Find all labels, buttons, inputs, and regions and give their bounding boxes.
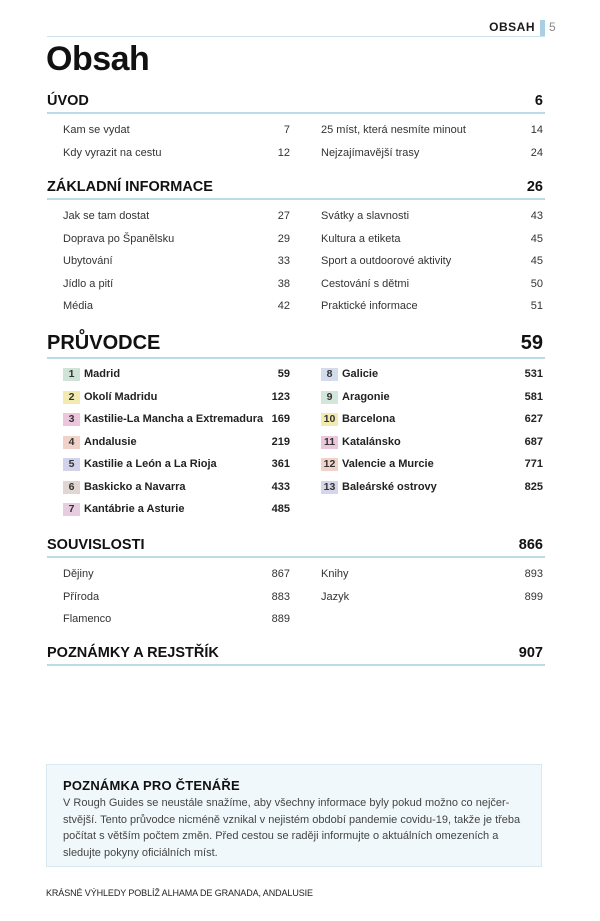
toc-entry[interactable] [321, 204, 543, 227]
toc-entry[interactable] [321, 118, 543, 141]
toc-entry[interactable] [321, 141, 543, 164]
reader-note-box [46, 764, 542, 867]
entry-page: 12 [277, 146, 290, 159]
entry-page: 45 [530, 255, 543, 267]
chapter-number-badge: 10 [321, 413, 338, 426]
toc-entry[interactable] [321, 585, 543, 608]
entry-page: 33 [277, 255, 290, 267]
toc-entry[interactable] [63, 585, 290, 608]
entry-page: 29 [277, 232, 290, 245]
entry-page: 531 [524, 368, 543, 380]
section-header[interactable] [47, 88, 545, 114]
toc-entry[interactable] [63, 204, 290, 227]
entry-title: Flamenco [63, 613, 112, 625]
entry-title: Baskicko a Navarra [84, 480, 186, 493]
section-page: 6 [534, 93, 543, 109]
guide-chapter-entry[interactable] [321, 363, 543, 386]
entry-page: 24 [530, 146, 543, 159]
entry-page: 219 [271, 435, 290, 448]
entry-page: 50 [530, 277, 543, 290]
toc-column-left [63, 204, 290, 317]
section-page: 907 [518, 645, 543, 661]
chapter-number-badge: 1 [63, 368, 80, 381]
chapter-number-badge: 13 [321, 481, 338, 494]
entry-title: Aragonie [342, 390, 390, 403]
entry-page: 889 [271, 613, 290, 625]
toc-entry[interactable] [321, 272, 543, 295]
entry-title: Ubytování [63, 255, 113, 267]
entry-page: 51 [530, 300, 543, 312]
entry-title: Dějiny [63, 568, 94, 580]
entry-title: Praktické informace [321, 300, 418, 312]
entry-title: Jídlo a pití [63, 277, 114, 290]
toc-entry[interactable] [63, 607, 290, 630]
entry-title: Doprava po Španělsku [63, 232, 175, 245]
section-poznamky-a-rejstrik [47, 640, 545, 666]
guide-chapter-entry[interactable] [321, 431, 543, 454]
entry-page: 771 [524, 458, 543, 470]
entry-page: 45 [530, 232, 543, 245]
entry-page: 433 [271, 480, 290, 493]
entry-page: 893 [524, 568, 543, 580]
entry-page: 581 [524, 390, 543, 403]
section-title: ZÁKLADNÍ INFORMACE [47, 179, 213, 195]
toc-columns [47, 562, 545, 634]
guide-chapter-entry[interactable] [63, 386, 290, 409]
section-header[interactable] [47, 174, 545, 200]
section-zakladni-informace [47, 174, 545, 321]
toc-entry[interactable] [63, 272, 290, 295]
toc-column-right [321, 363, 543, 498]
entry-title: Cestování s dětmi [321, 277, 410, 290]
toc-entry[interactable] [63, 118, 290, 141]
section-page: 26 [526, 179, 543, 195]
toc-entry[interactable] [321, 294, 543, 317]
toc-entry[interactable] [321, 227, 543, 250]
chapter-number-badge: 5 [63, 458, 80, 471]
section-title: SOUVISLOSTI [47, 537, 145, 553]
entry-title: Jak se tam dostat [63, 210, 150, 222]
entry-page: 825 [524, 480, 543, 493]
entry-title: Příroda [63, 590, 100, 603]
accent-bar [540, 20, 545, 36]
chapter-number-badge: 3 [63, 413, 80, 426]
entry-title: Sport a outdoorové aktivity [321, 255, 452, 267]
entry-title: 25 míst, která nesmíte minout [321, 124, 466, 136]
entry-page: 485 [271, 503, 290, 515]
note-body: V Rough Guides se neustále snažíme, aby všechny informace byly pokud možno co nejčer-stvější. Tento průvodce nicméně vznikal v nejistém období pandemie covidu-19, takže je třeba počítat s větším počtem změn. Před cestou se raději informujte o aktuálních omezeních a sledujte pokyny oficiálních míst. [63, 797, 521, 859]
guide-chapter-entry[interactable] [321, 386, 543, 409]
section-title: PRŮVODCE [47, 332, 161, 354]
entry-page: 38 [277, 277, 290, 290]
toc-columns [47, 118, 545, 167]
section-header[interactable] [47, 532, 545, 558]
chapter-number-badge: 7 [63, 503, 80, 516]
entry-title: Kantábrie a Asturie [84, 503, 185, 515]
entry-title: Svátky a slavnosti [321, 210, 410, 222]
toc-entry[interactable] [63, 562, 290, 585]
section-header[interactable] [47, 327, 545, 359]
page-title: Obsah [46, 40, 150, 78]
guide-chapter-entry[interactable] [321, 408, 543, 431]
entry-title: Média [63, 300, 93, 312]
chapter-number-badge: 9 [321, 391, 338, 404]
entry-title: Kastilie-La Mancha a Extremadura [84, 413, 264, 425]
toc-columns [47, 204, 545, 321]
entry-title: Madrid [84, 368, 121, 380]
entry-page: 59 [277, 368, 290, 380]
entry-page: 627 [524, 413, 543, 425]
chapter-number-badge: 8 [321, 368, 338, 381]
guide-chapter-entry[interactable] [63, 408, 290, 431]
toc-entry[interactable] [321, 249, 543, 272]
guide-chapter-entry[interactable] [63, 431, 290, 454]
note-title: POZNÁMKA PRO ČTENÁŘE [63, 778, 240, 793]
toc-column-right [321, 204, 543, 317]
entry-title: Barcelona [342, 413, 396, 425]
entry-title: Nejzajímavější trasy [321, 146, 420, 159]
entry-page: 687 [524, 435, 543, 448]
toc-entry[interactable] [63, 227, 290, 250]
page-number: 5 [549, 20, 556, 34]
guide-chapter-entry[interactable] [63, 498, 290, 521]
entry-page: 42 [277, 300, 290, 312]
entry-title: Katalánsko [342, 435, 401, 448]
entry-page: 123 [271, 390, 290, 403]
running-header [47, 20, 545, 37]
toc-column-right [321, 118, 543, 163]
toc-column-left [63, 118, 290, 163]
entry-page: 43 [530, 210, 543, 222]
toc-column-left [63, 363, 290, 521]
entry-page: 867 [271, 568, 290, 580]
section-header[interactable] [47, 640, 545, 666]
entry-page: 7 [283, 124, 290, 136]
entry-title: Galicie [342, 368, 379, 380]
toc-entry[interactable] [63, 141, 290, 164]
toc-entry[interactable] [321, 562, 543, 585]
entry-page: 27 [277, 210, 290, 222]
entry-title: Kastilie a León a La Rioja [84, 458, 217, 470]
toc-entry[interactable] [63, 249, 290, 272]
chapter-number-badge: 12 [321, 458, 338, 471]
entry-title: Valencie a Murcie [342, 458, 434, 470]
entry-page: 14 [530, 124, 543, 136]
guide-chapter-entry[interactable] [321, 453, 543, 476]
section-page: 59 [520, 332, 543, 354]
toc-columns [47, 363, 545, 525]
entry-page: 361 [271, 458, 290, 470]
section-pruvodce [47, 327, 545, 525]
entry-title: Kdy vyrazit na cestu [63, 146, 162, 159]
chapter-number-badge: 2 [63, 391, 80, 404]
section-title: ÚVOD [47, 93, 89, 109]
entry-page: 899 [524, 590, 543, 603]
entry-title: Andalusie [84, 435, 137, 448]
guide-chapter-entry[interactable] [63, 363, 290, 386]
entry-title: Jazyk [321, 590, 350, 603]
chapter-number-badge: 6 [63, 481, 80, 494]
guide-chapter-entry[interactable] [321, 476, 543, 499]
entry-title: Okolí Madridu [84, 390, 158, 403]
entry-page: 169 [271, 413, 290, 425]
running-header-label: OBSAH [489, 20, 535, 34]
guide-chapter-entry[interactable] [63, 476, 290, 499]
entry-title: Kultura a etiketa [321, 232, 401, 245]
section-souvislosti [47, 532, 545, 634]
photo-caption: KRÁSNÉ VÝHLEDY POBLÍŽ ALHAMA DE GRANADA, ANDALUSIE [46, 888, 313, 898]
section-page: 866 [518, 537, 543, 553]
toc-column-right [321, 562, 543, 607]
chapter-number-badge: 4 [63, 436, 80, 449]
entry-page: 883 [271, 590, 290, 603]
toc-column-left [63, 562, 290, 630]
entry-title: Baleárské ostrovy [342, 480, 437, 493]
section-title: POZNÁMKY A REJSTŘÍK [47, 645, 219, 661]
section-uvod [47, 88, 545, 167]
toc-entry[interactable] [63, 294, 290, 317]
chapter-number-badge: 11 [321, 436, 338, 449]
entry-title: Kam se vydat [63, 124, 130, 136]
guide-chapter-entry[interactable] [63, 453, 290, 476]
entry-title: Knihy [321, 568, 349, 580]
